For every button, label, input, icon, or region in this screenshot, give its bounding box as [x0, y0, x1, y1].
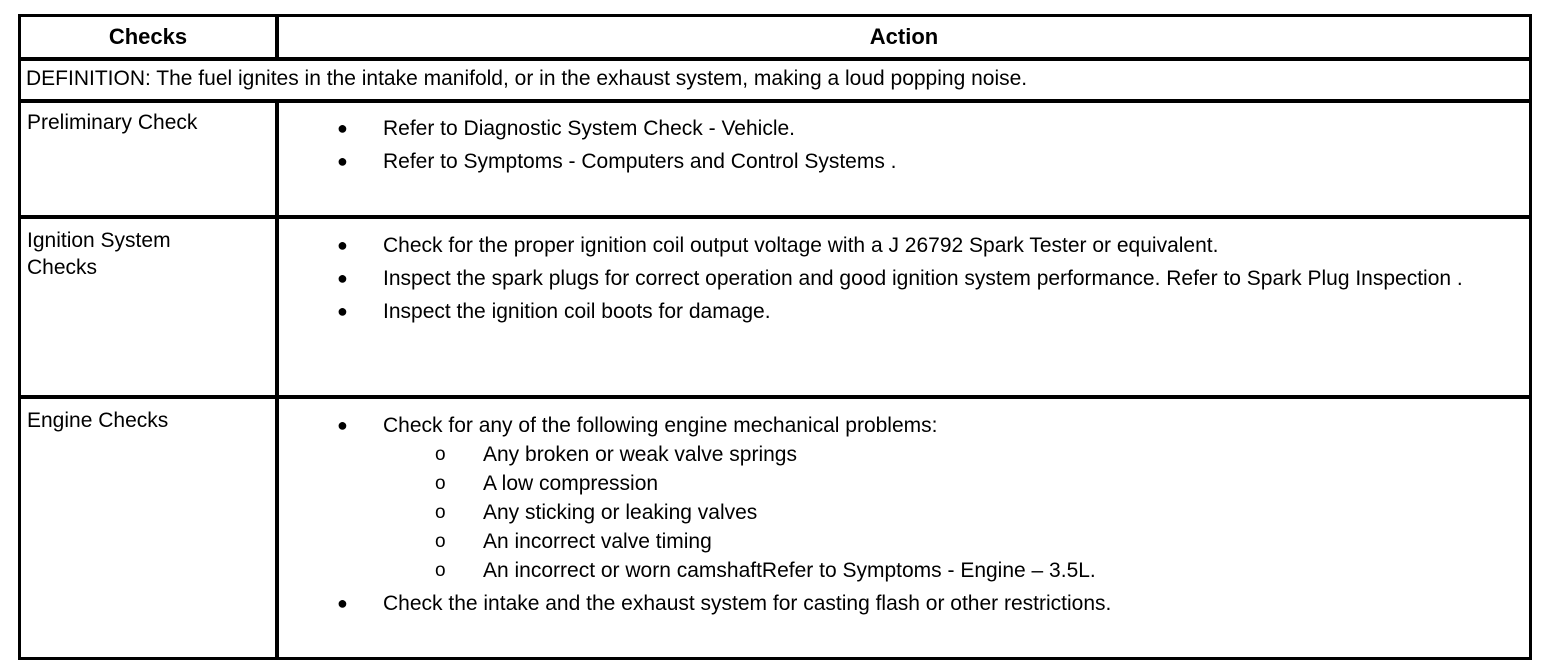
list-item — [331, 147, 1499, 176]
list-item — [331, 411, 1499, 585]
bullet-icon: ● — [337, 118, 348, 138]
list-item-text: Check the intake and the exhaust system for casting flash or other restrictions. — [383, 592, 1112, 615]
diagnostic-table — [18, 14, 1532, 660]
sub-list-item-text: A low compression — [483, 472, 659, 495]
divider — [275, 17, 279, 61]
divider — [275, 99, 279, 657]
list-item-text: Refer to Symptoms - Computers and Control Systems . — [383, 150, 897, 173]
row-label-preliminary-check: Preliminary Check — [27, 111, 198, 134]
sub-list-item-text: An incorrect valve timing — [483, 530, 712, 553]
bullet-icon: ● — [337, 268, 348, 288]
column-header-checks — [21, 17, 275, 57]
list-item — [331, 297, 1499, 326]
list-item — [331, 114, 1499, 143]
list-item-text: Inspect the spark plugs for correct operation and good ignition system performance. Refer to Spark Plug Inspection . — [383, 267, 1463, 290]
hollow-bullet-icon: o — [435, 502, 446, 523]
row-label-ignition-system-checks: Ignition System Checks — [27, 229, 171, 279]
bullet-icon: ● — [337, 301, 348, 321]
sub-list-item — [383, 556, 1499, 585]
list-item — [331, 264, 1499, 293]
sub-list-item — [383, 469, 1499, 498]
list-item-text: Refer to Diagnostic System Check - Vehicle. — [383, 117, 796, 140]
hollow-bullet-icon: o — [435, 531, 446, 552]
list-item — [331, 231, 1499, 260]
hollow-bullet-icon: o — [435, 560, 446, 581]
column-header-checks-text: Checks — [108, 24, 188, 49]
row-label-engine-checks: Engine Checks — [27, 409, 169, 432]
bullet-icon: ● — [337, 593, 348, 613]
sub-list — [383, 440, 1499, 585]
action-list-engine — [331, 411, 1499, 622]
column-header-action-text: Action — [869, 24, 939, 49]
divider — [21, 99, 1529, 103]
hollow-bullet-icon: o — [435, 473, 446, 494]
bullet-icon: ● — [337, 235, 348, 255]
list-item-text: Check for any of the following engine mechanical problems: — [383, 414, 938, 437]
sub-list-item-text: Any broken or weak valve springs — [483, 443, 797, 466]
list-item — [331, 589, 1499, 618]
hollow-bullet-icon: o — [435, 444, 446, 465]
sub-list-item — [383, 498, 1499, 527]
sub-list-item-text: Any sticking or leaking valves — [483, 501, 758, 524]
bullet-icon: ● — [337, 415, 348, 435]
action-list-preliminary — [331, 114, 1499, 180]
list-item-text: Inspect the ignition coil boots for damage. — [383, 300, 771, 323]
column-header-action — [279, 17, 1529, 57]
action-list-ignition — [331, 231, 1499, 330]
sub-list-item — [383, 440, 1499, 469]
divider — [21, 57, 1529, 61]
sub-list-item-text: An incorrect or worn camshaftRefer to Symptoms - Engine – 3.5L. — [483, 559, 1096, 582]
sub-list-item — [383, 527, 1499, 556]
bullet-icon: ● — [337, 151, 348, 171]
divider — [21, 215, 1529, 219]
divider — [21, 395, 1529, 399]
definition-text: DEFINITION: The fuel ignites in the intake manifold, or in the exhaust system, making a loud popping noise. — [26, 67, 1028, 90]
list-item-text: Check for the proper ignition coil output voltage with a J 26792 Spark Tester or equivalent. — [383, 234, 1219, 257]
